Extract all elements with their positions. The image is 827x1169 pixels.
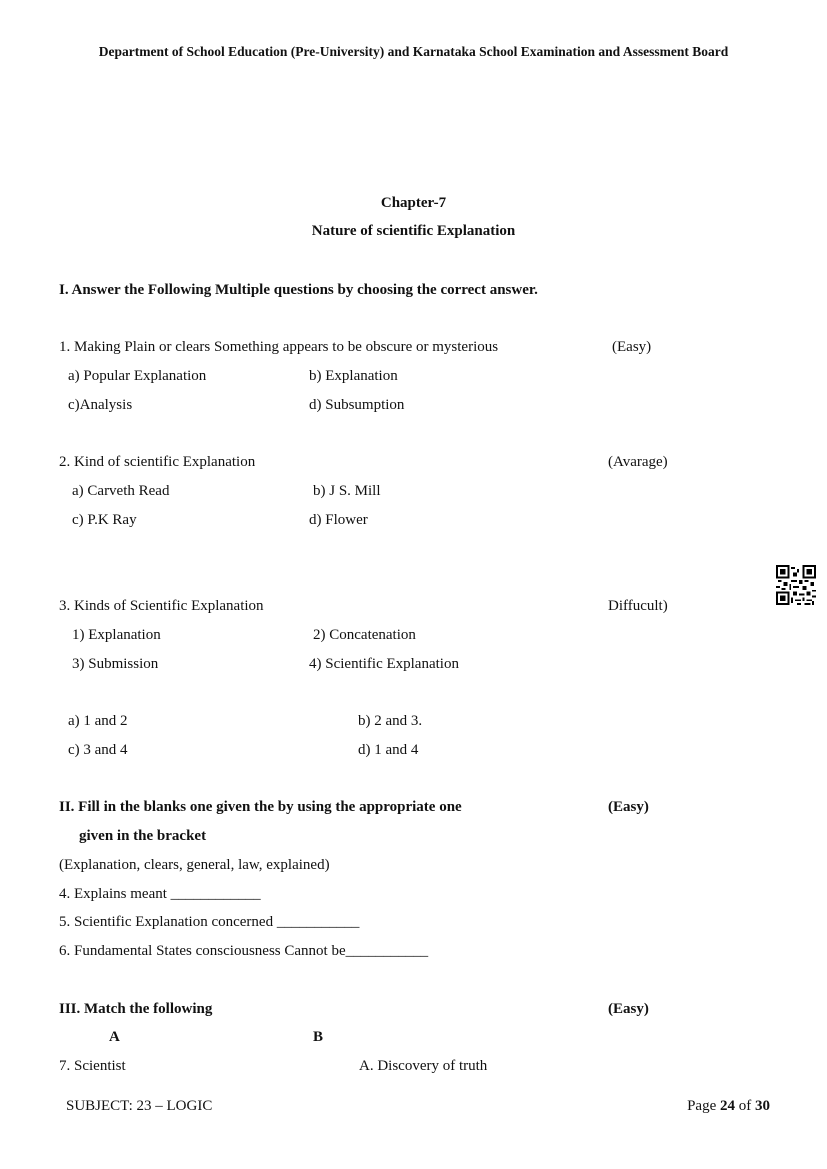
q2-text: 2. Kind of scientific Explanation: [59, 454, 256, 470]
q7-column-a: 7. Scientist: [59, 1058, 126, 1074]
page-current: 24: [720, 1098, 735, 1114]
q1-level: (Easy): [612, 339, 652, 355]
q3-item-1: 1) Explanation: [72, 627, 161, 643]
q1-text: 1. Making Plain or clears Something appears to be obscure or mysterious: [59, 339, 499, 355]
q2-option-b: b) J S. Mill: [313, 483, 381, 499]
q3-item-3: 3) Submission: [72, 656, 159, 672]
page-of-label: of: [738, 1098, 752, 1114]
section3-heading: III. Match the following: [59, 1001, 213, 1017]
q3-level: Diffucult): [608, 598, 668, 614]
q6-text: 6. Fundamental States consciousness Cannot be___________: [59, 943, 429, 959]
q1-option-b: b) Explanation: [309, 368, 398, 384]
q2-option-c: c) P.K Ray: [72, 512, 137, 528]
match-column-b-header: B: [313, 1029, 324, 1045]
q3-option-d: d) 1 and 4: [358, 742, 419, 758]
q3-option-c: c) 3 and 4: [68, 742, 128, 758]
q5-text: 5. Scientific Explanation concerned ___________: [59, 914, 360, 930]
q2-level: (Avarage): [608, 454, 668, 470]
q7-column-b: A. Discovery of truth: [359, 1058, 488, 1074]
q3-option-a: a) 1 and 2: [68, 713, 128, 729]
q2-option-d: d) Flower: [309, 512, 368, 528]
q2-option-a: a) Carveth Read: [72, 483, 170, 499]
q1-option-c: c)Analysis: [68, 397, 133, 413]
page-label: Page: [687, 1098, 717, 1114]
footer-page-number: [687, 1098, 770, 1115]
chapter-number: Chapter-7: [380, 195, 447, 211]
q3-item-2: 2) Concatenation: [313, 627, 416, 643]
page-total: 30: [755, 1098, 770, 1114]
section3-level: (Easy): [608, 1001, 649, 1017]
q1-option-a: a) Popular Explanation: [68, 368, 207, 384]
footer-subject: SUBJECT: 23 – LOGIC: [66, 1098, 213, 1114]
q3-text: 3. Kinds of Scientific Explanation: [59, 598, 264, 614]
q1-option-d: d) Subsumption: [309, 397, 405, 413]
qr-code-image: [776, 565, 816, 605]
chapter-title: Nature of scientific Explanation: [311, 223, 516, 239]
page-header: Department of School Education (Pre-University) and Karnataka School Examination and Assessment Board: [98, 44, 729, 59]
q4-text: 4. Explains meant ____________: [59, 886, 261, 902]
section2-heading: II. Fill in the blanks one given the by using the appropriate one: [59, 799, 462, 815]
q3-option-b: b) 2 and 3.: [358, 713, 423, 729]
section2-heading-cont: given in the bracket: [79, 828, 207, 844]
section2-level: (Easy): [608, 799, 649, 815]
section2-word-bank: (Explanation, clears, general, law, explained): [59, 857, 330, 873]
section1-heading: I. Answer the Following Multiple questions by choosing the correct answer.: [59, 282, 538, 298]
match-column-a-header: A: [109, 1029, 120, 1045]
q3-item-4: 4) Scientific Explanation: [309, 656, 459, 672]
